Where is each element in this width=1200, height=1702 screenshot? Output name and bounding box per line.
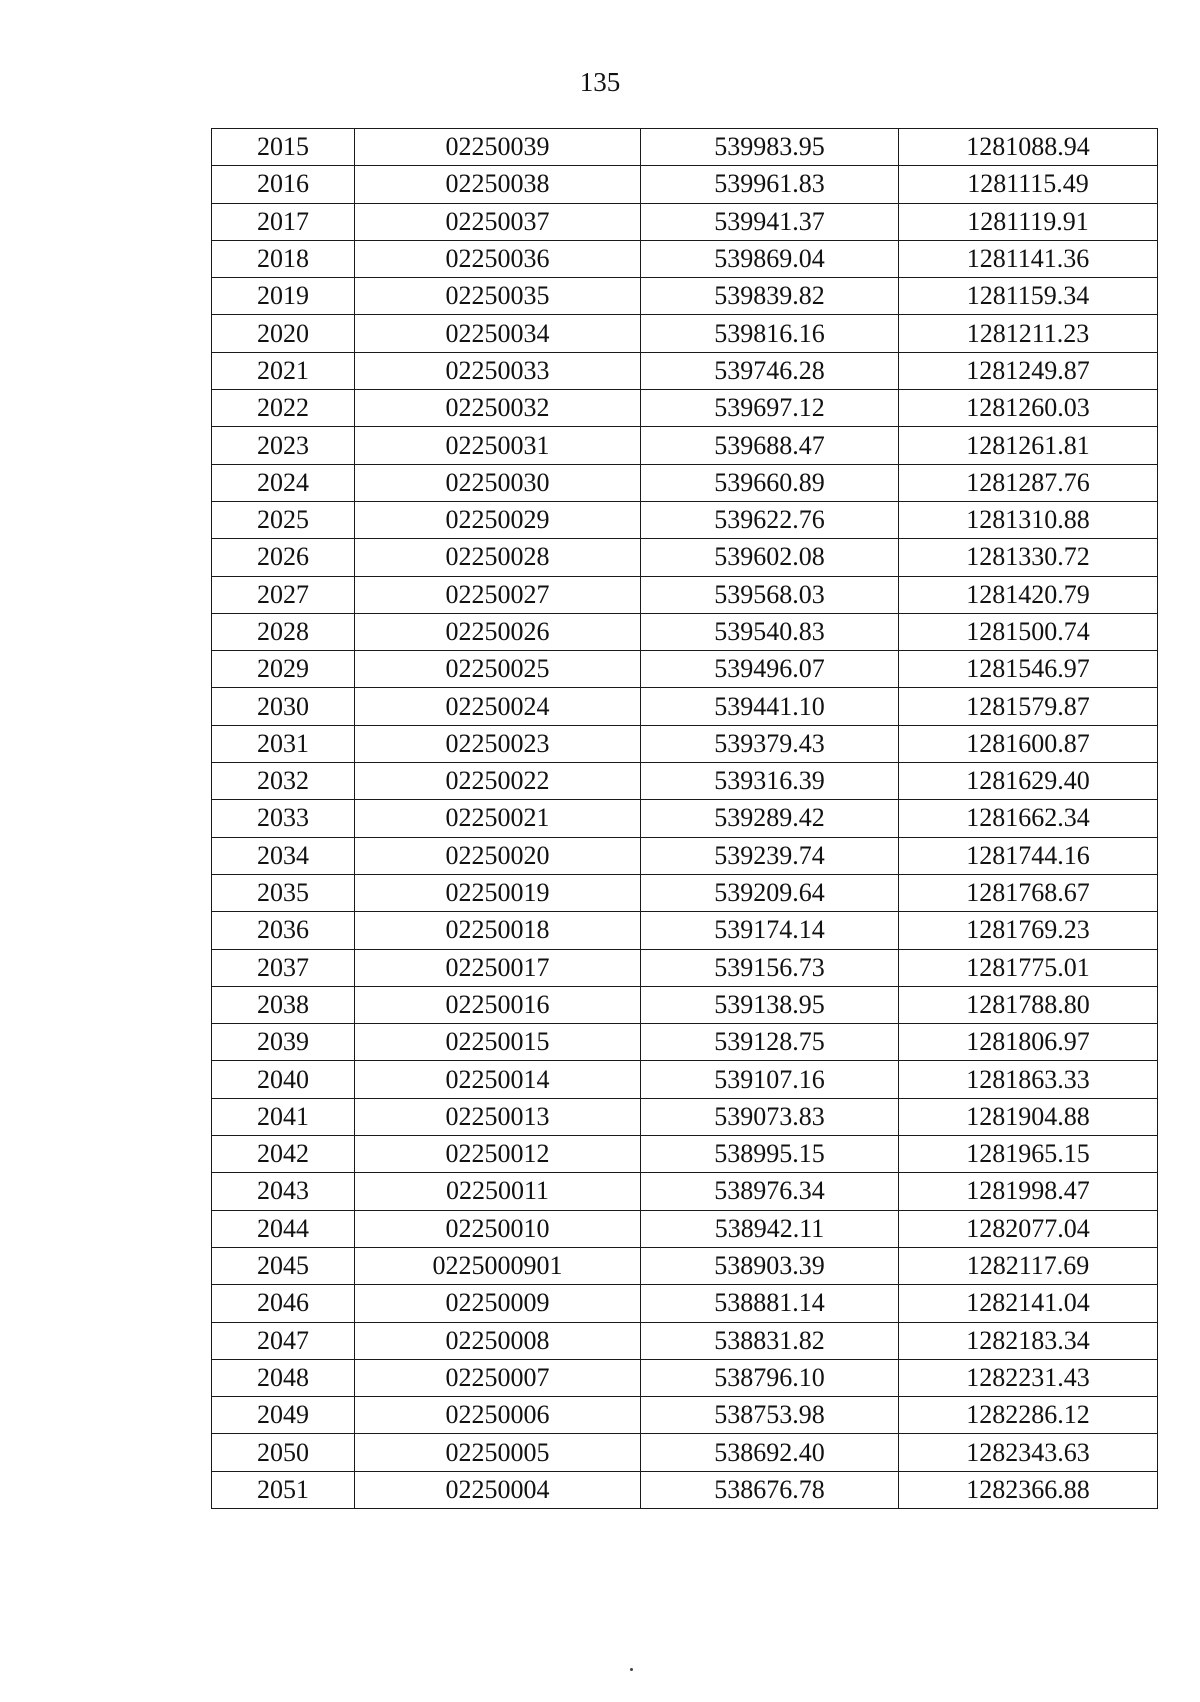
table-row — [212, 352, 1158, 389]
table-row — [212, 315, 1158, 352]
y-coordinate-cell: 1282231.43 — [899, 1359, 1158, 1396]
x-coordinate-cell: 539239.74 — [641, 837, 899, 874]
y-coordinate-cell: 1281249.87 — [899, 352, 1158, 389]
x-coordinate-cell: 539209.64 — [641, 874, 899, 911]
point-code-cell: 02250030 — [355, 464, 641, 501]
y-coordinate-cell: 1281115.49 — [899, 166, 1158, 203]
x-coordinate-cell: 539289.42 — [641, 800, 899, 837]
point-code-cell: 02250018 — [355, 912, 641, 949]
x-coordinate-cell: 539869.04 — [641, 240, 899, 277]
x-coordinate-cell: 539441.10 — [641, 688, 899, 725]
point-number-cell: 2034 — [212, 837, 355, 874]
x-coordinate-cell: 539138.95 — [641, 986, 899, 1023]
x-coordinate-cell: 538976.34 — [641, 1173, 899, 1210]
x-coordinate-cell: 539107.16 — [641, 1061, 899, 1098]
point-number-cell: 2033 — [212, 800, 355, 837]
y-coordinate-cell: 1282183.34 — [899, 1322, 1158, 1359]
x-coordinate-cell: 539660.89 — [641, 464, 899, 501]
table-row — [212, 278, 1158, 315]
point-number-cell: 2043 — [212, 1173, 355, 1210]
y-coordinate-cell: 1281141.36 — [899, 240, 1158, 277]
table-row — [212, 240, 1158, 277]
y-coordinate-cell: 1281119.91 — [899, 203, 1158, 240]
point-number-cell: 2038 — [212, 986, 355, 1023]
x-coordinate-cell: 539073.83 — [641, 1098, 899, 1135]
point-number-cell: 2049 — [212, 1397, 355, 1434]
x-coordinate-cell: 539961.83 — [641, 166, 899, 203]
point-code-cell: 02250033 — [355, 352, 641, 389]
table-row — [212, 129, 1158, 166]
x-coordinate-cell: 539540.83 — [641, 613, 899, 650]
point-code-cell: 02250014 — [355, 1061, 641, 1098]
x-coordinate-cell: 539941.37 — [641, 203, 899, 240]
table-row — [212, 1471, 1158, 1508]
x-coordinate-cell: 538692.40 — [641, 1434, 899, 1471]
point-number-cell: 2042 — [212, 1136, 355, 1173]
y-coordinate-cell: 1281788.80 — [899, 986, 1158, 1023]
point-code-cell: 02250011 — [355, 1173, 641, 1210]
point-code-cell: 02250006 — [355, 1397, 641, 1434]
point-number-cell: 2041 — [212, 1098, 355, 1135]
point-code-cell: 02250022 — [355, 763, 641, 800]
x-coordinate-cell: 538753.98 — [641, 1397, 899, 1434]
y-coordinate-cell: 1282366.88 — [899, 1471, 1158, 1508]
y-coordinate-cell: 1282286.12 — [899, 1397, 1158, 1434]
point-code-cell: 02250007 — [355, 1359, 641, 1396]
x-coordinate-cell: 538796.10 — [641, 1359, 899, 1396]
point-number-cell: 2026 — [212, 539, 355, 576]
point-code-cell: 02250037 — [355, 203, 641, 240]
point-code-cell: 02250021 — [355, 800, 641, 837]
table-row — [212, 688, 1158, 725]
table-row — [212, 874, 1158, 911]
table-row — [212, 949, 1158, 986]
point-number-cell: 2039 — [212, 1024, 355, 1061]
table-row — [212, 427, 1158, 464]
table-row — [212, 725, 1158, 762]
table-row — [212, 800, 1158, 837]
x-coordinate-cell: 539746.28 — [641, 352, 899, 389]
point-number-cell: 2025 — [212, 501, 355, 538]
x-coordinate-cell: 538676.78 — [641, 1471, 899, 1508]
y-coordinate-cell: 1282117.69 — [899, 1247, 1158, 1284]
table-row — [212, 1247, 1158, 1284]
table-row — [212, 1397, 1158, 1434]
y-coordinate-cell: 1282343.63 — [899, 1434, 1158, 1471]
table-row — [212, 501, 1158, 538]
point-number-cell: 2027 — [212, 576, 355, 613]
point-code-cell: 02250013 — [355, 1098, 641, 1135]
y-coordinate-cell: 1281965.15 — [899, 1136, 1158, 1173]
x-coordinate-cell: 538903.39 — [641, 1247, 899, 1284]
point-code-cell: 02250038 — [355, 166, 641, 203]
table-row — [212, 986, 1158, 1023]
point-number-cell: 2037 — [212, 949, 355, 986]
y-coordinate-cell: 1281330.72 — [899, 539, 1158, 576]
point-code-cell: 02250004 — [355, 1471, 641, 1508]
x-coordinate-cell: 538942.11 — [641, 1210, 899, 1247]
point-code-cell: 02250024 — [355, 688, 641, 725]
table-row — [212, 1322, 1158, 1359]
x-coordinate-cell: 539622.76 — [641, 501, 899, 538]
point-number-cell: 2048 — [212, 1359, 355, 1396]
point-code-cell: 02250010 — [355, 1210, 641, 1247]
point-code-cell: 02250025 — [355, 651, 641, 688]
table-row — [212, 651, 1158, 688]
table-row — [212, 912, 1158, 949]
point-number-cell: 2017 — [212, 203, 355, 240]
point-number-cell: 2036 — [212, 912, 355, 949]
point-number-cell: 2050 — [212, 1434, 355, 1471]
point-number-cell: 2044 — [212, 1210, 355, 1247]
point-number-cell: 2035 — [212, 874, 355, 911]
point-code-cell: 02250016 — [355, 986, 641, 1023]
x-coordinate-cell: 539128.75 — [641, 1024, 899, 1061]
y-coordinate-cell: 1281769.23 — [899, 912, 1158, 949]
y-coordinate-cell: 1281662.34 — [899, 800, 1158, 837]
point-code-cell: 02250009 — [355, 1285, 641, 1322]
y-coordinate-cell: 1281211.23 — [899, 315, 1158, 352]
y-coordinate-cell: 1281768.67 — [899, 874, 1158, 911]
y-coordinate-cell: 1281420.79 — [899, 576, 1158, 613]
table-row — [212, 1434, 1158, 1471]
table-row — [212, 464, 1158, 501]
point-code-cell: 02250005 — [355, 1434, 641, 1471]
table-row — [212, 1061, 1158, 1098]
x-coordinate-cell: 539568.03 — [641, 576, 899, 613]
y-coordinate-cell: 1281546.97 — [899, 651, 1158, 688]
y-coordinate-cell: 1281579.87 — [899, 688, 1158, 725]
y-coordinate-cell: 1281600.87 — [899, 725, 1158, 762]
y-coordinate-cell: 1281287.76 — [899, 464, 1158, 501]
point-code-cell: 02250020 — [355, 837, 641, 874]
footer-dot-mark — [630, 1668, 633, 1671]
y-coordinate-cell: 1281310.88 — [899, 501, 1158, 538]
y-coordinate-cell: 1281904.88 — [899, 1098, 1158, 1135]
x-coordinate-cell: 539174.14 — [641, 912, 899, 949]
point-number-cell: 2028 — [212, 613, 355, 650]
point-code-cell: 02250026 — [355, 613, 641, 650]
table-row — [212, 1210, 1158, 1247]
point-number-cell: 2045 — [212, 1247, 355, 1284]
point-number-cell: 2016 — [212, 166, 355, 203]
table-row — [212, 166, 1158, 203]
table-row — [212, 1098, 1158, 1135]
x-coordinate-cell: 538881.14 — [641, 1285, 899, 1322]
point-code-cell: 02250034 — [355, 315, 641, 352]
x-coordinate-cell: 539379.43 — [641, 725, 899, 762]
table-row — [212, 576, 1158, 613]
point-number-cell: 2022 — [212, 390, 355, 427]
point-code-cell: 02250015 — [355, 1024, 641, 1061]
point-code-cell: 02250028 — [355, 539, 641, 576]
point-number-cell: 2020 — [212, 315, 355, 352]
point-number-cell: 2018 — [212, 240, 355, 277]
table-row — [212, 1285, 1158, 1322]
table-row — [212, 539, 1158, 576]
table-row — [212, 390, 1158, 427]
point-code-cell: 02250039 — [355, 129, 641, 166]
y-coordinate-cell: 1281261.81 — [899, 427, 1158, 464]
y-coordinate-cell: 1281863.33 — [899, 1061, 1158, 1098]
point-code-cell: 02250023 — [355, 725, 641, 762]
table-row — [212, 763, 1158, 800]
point-number-cell: 2019 — [212, 278, 355, 315]
y-coordinate-cell: 1281159.34 — [899, 278, 1158, 315]
y-coordinate-cell: 1281806.97 — [899, 1024, 1158, 1061]
y-coordinate-cell: 1281500.74 — [899, 613, 1158, 650]
table-row — [212, 1024, 1158, 1061]
point-number-cell: 2024 — [212, 464, 355, 501]
y-coordinate-cell: 1281629.40 — [899, 763, 1158, 800]
point-number-cell: 2032 — [212, 763, 355, 800]
point-number-cell: 2046 — [212, 1285, 355, 1322]
table-row — [212, 1173, 1158, 1210]
x-coordinate-cell: 539839.82 — [641, 278, 899, 315]
y-coordinate-cell: 1281744.16 — [899, 837, 1158, 874]
x-coordinate-cell: 539316.39 — [641, 763, 899, 800]
table-row — [212, 1136, 1158, 1173]
table-row — [212, 1359, 1158, 1396]
point-code-cell: 02250031 — [355, 427, 641, 464]
y-coordinate-cell: 1281998.47 — [899, 1173, 1158, 1210]
x-coordinate-cell: 538995.15 — [641, 1136, 899, 1173]
table-row — [212, 613, 1158, 650]
page-number: 135 — [579, 67, 621, 97]
x-coordinate-cell: 539816.16 — [641, 315, 899, 352]
x-coordinate-cell: 539688.47 — [641, 427, 899, 464]
point-number-cell: 2029 — [212, 651, 355, 688]
x-coordinate-cell: 539697.12 — [641, 390, 899, 427]
point-code-cell: 02250029 — [355, 501, 641, 538]
point-number-cell: 2040 — [212, 1061, 355, 1098]
point-number-cell: 2031 — [212, 725, 355, 762]
point-number-cell: 2023 — [212, 427, 355, 464]
y-coordinate-cell: 1282077.04 — [899, 1210, 1158, 1247]
table-row — [212, 837, 1158, 874]
point-number-cell: 2030 — [212, 688, 355, 725]
point-code-cell: 02250035 — [355, 278, 641, 315]
y-coordinate-cell: 1281775.01 — [899, 949, 1158, 986]
point-code-cell: 02250019 — [355, 874, 641, 911]
x-coordinate-cell: 539602.08 — [641, 539, 899, 576]
y-coordinate-cell: 1281088.94 — [899, 129, 1158, 166]
point-code-cell: 02250008 — [355, 1322, 641, 1359]
point-number-cell: 2021 — [212, 352, 355, 389]
coordinates-table-body — [212, 129, 1158, 1509]
y-coordinate-cell: 1282141.04 — [899, 1285, 1158, 1322]
point-code-cell: 0225000901 — [355, 1247, 641, 1284]
point-code-cell: 02250012 — [355, 1136, 641, 1173]
table-row — [212, 203, 1158, 240]
point-number-cell: 2047 — [212, 1322, 355, 1359]
y-coordinate-cell: 1281260.03 — [899, 390, 1158, 427]
x-coordinate-cell: 539983.95 — [641, 129, 899, 166]
point-code-cell: 02250032 — [355, 390, 641, 427]
point-code-cell: 02250017 — [355, 949, 641, 986]
x-coordinate-cell: 538831.82 — [641, 1322, 899, 1359]
point-number-cell: 2051 — [212, 1471, 355, 1508]
point-number-cell: 2015 — [212, 129, 355, 166]
point-code-cell: 02250027 — [355, 576, 641, 613]
point-code-cell: 02250036 — [355, 240, 641, 277]
x-coordinate-cell: 539156.73 — [641, 949, 899, 986]
x-coordinate-cell: 539496.07 — [641, 651, 899, 688]
coordinates-table — [211, 128, 1158, 1509]
